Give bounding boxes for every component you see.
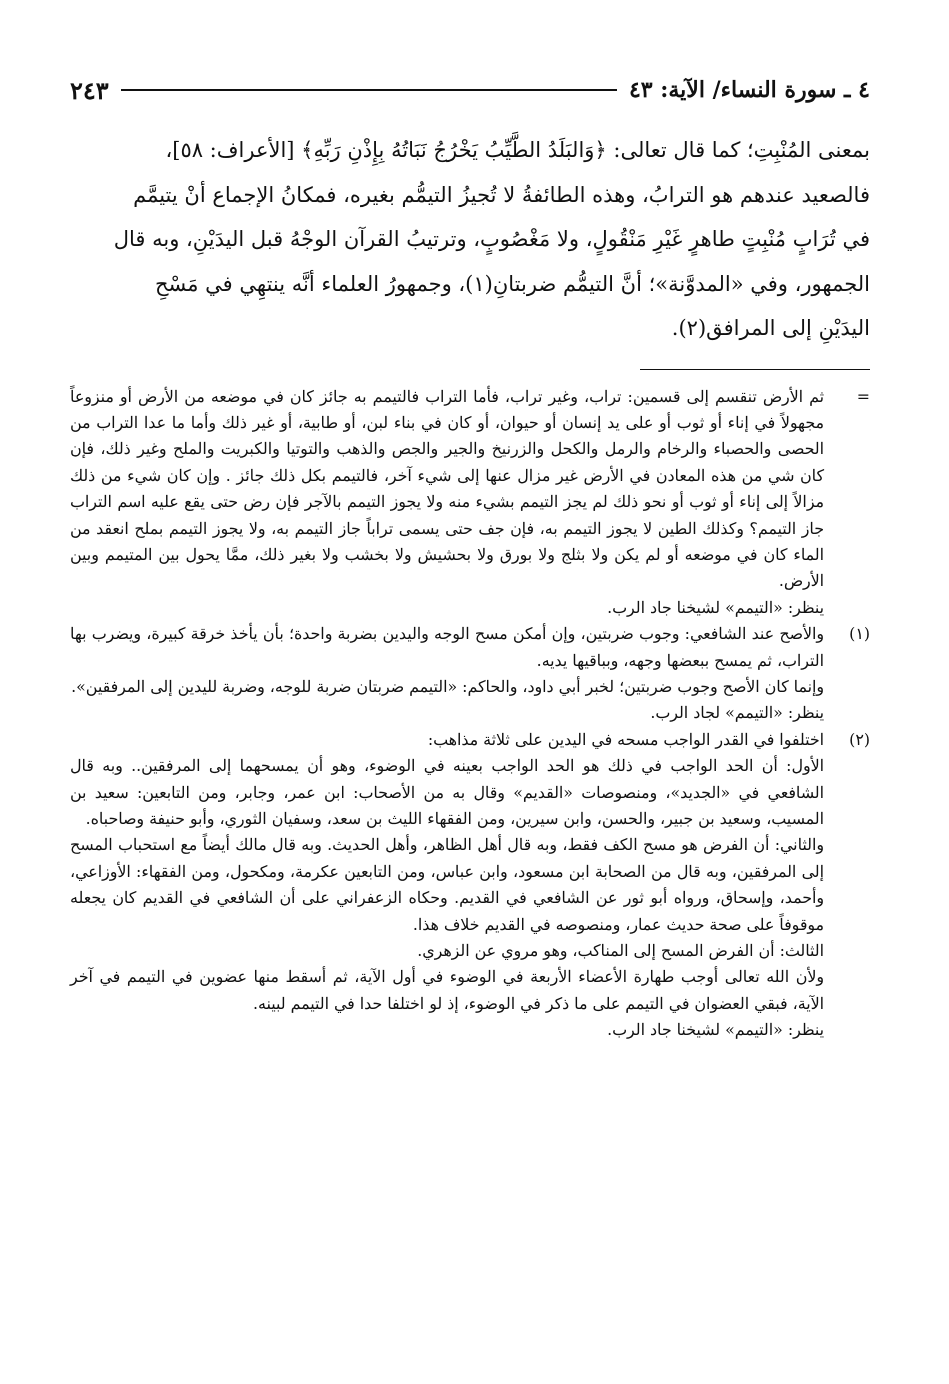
footnote-1 [70, 621, 870, 727]
page-number: ٢٤٣ [70, 75, 109, 105]
page [70, 70, 870, 1044]
footnote-continued [70, 384, 870, 622]
footnote-paragraph: ثم الأرض تنقسم إلى قسمين: تراب، وغير تراب، فأما التراب فالتيمم به جائز كان في موضعه من الأرض أو منزوعاً مجهولاً في إناء أو ثوب أو على يد إنسان أو حيوان، أو كان في بناء لبن، أو طابية، أو غير ذلك وأما ما عدا التراب من الحصى والحصباء والرخام والرمل والكحل والزرنيخ والجير والجص والذهب والتوتيا والكبريت والملح وغير ذلك، فإن كان شي من هذه المعادن في الأرض غير مزال عنها إلى شيء آخر، فالتيمم بكل ذلك جائز . وإن كان شيء من ذلك مزالاً إلى إناء أو ثوب أو نحو ذلك لم يجز التيمم بشيء منه ولا يجوز التيمم بالآجر فإن رض حتى يقع عليه اسم التراب جاز التيمم؟ وكذلك الطين لا يجوز التيمم به، فإن جف حتى يسمى تراباً جاز التيمم به، ولا يجوز التيمم بملح انعقد من الماء كان في موضعه أو لم يكن ولا بثلج ولا بورق ولا بحشيش ولا بخشب ولا بغير ذلك، ممَّا يحول بين المتيمم وبين الأرض. [70, 386, 824, 591]
footnote-paragraph: والأصح عند الشافعي: وجوب ضربتين، وإن أمكن مسح الوجه واليدين بضربة واحدة؛ بأن يأخذ خرقة كبيرة، ويضرب بها التراب، ثم يمسح ببعضها وجهه، وبباقيها يديه. [70, 624, 824, 670]
footnote-paragraph: والثاني: أن الفرض هو مسح الكف فقط، وبه قال أهل الظاهر، وأهل الحديث. وبه قال مالك أيضاً مع استحباب المسح إلى المرفقين، وبه قال من الصحابة ابن مسعود، وابن عباس، ومن التابعين عكرمة، ومكحول، ومن الفقهاء: الأوزاعي، وأحمد، وإسحاق، ورواه أبو ثور عن الشافعي في القديم. وحكاه الزعفراني على أن الشافعي في القديم كان يجعله موقوفاً على صحة حديث عمار، ومنصوصه في القديم خلاف هذا. [70, 835, 824, 934]
main-line: في تُرَابٍ مُنْبِتٍ طاهرٍ غَيْرِ مَنْقُولٍ، ولا مَغْصُوبٍ، وترتيبُ القرآن الوجْهُ قبل اليدَيْنِ، وبه قال [113, 227, 870, 251]
main-line: بمعنى المُنْبِتِ؛ كما قال تعالى: ﴿وَالبَلَدُ الطَّيِّبُ يَخْرُجُ نَبَاتُهُ بِإِذْنِ رَبِّهِ﴾ [الأعراف: ٥٨]، [165, 138, 870, 162]
footnote-paragraph: ولأن الله تعالى أوجب طهارة الأعضاء الأربعة في الوضوء في أول الآية، ثم أسقط منها عضوين في التيمم في آخر الآية، فبقي العضوان في التيمم على ما ذكر في الوضوء، إذ لو اختلفا حدا في التيمم لبينه. [70, 967, 824, 1013]
footnote-paragraph: ينظر: «التيمم» لجاد الرب. [650, 703, 824, 723]
main-line: اليدَيْنِ إلى المرافق(٢). [671, 316, 870, 340]
footnote-paragraph: وإنما كان الأصح وجوب ضربتين؛ لخبر أبي داود، والحاكم: «التيمم ضربتان ضربة للوجه، وضربة لليدين إلى المرفقين». [71, 676, 824, 696]
main-line: الجمهور، وفي «المدوَّنة»؛ أنَّ التيمُّم ضربتانِ(١)، وجمهورُ العلماء أنَّه ينتهِي في مَسْحِ [154, 271, 870, 296]
footnote-paragraph: اختلفوا في القدر الواجب مسحه في اليدين على ثلاثة مذاهب: [427, 729, 824, 749]
running-header [70, 70, 870, 110]
main-line: فالصعيد عندهم هو الترابُ، وهذه الطائفةُ لا تُجيزُ التيمُّم بغيره، فمكانُ الإجماع أنْ يتيمَّم [133, 182, 870, 207]
footnote-mark: = [856, 386, 870, 406]
footnote-paragraph: الثالث: أن الفرض المسح إلى المناكب، وهو مروي عن الزهري. [417, 941, 824, 961]
footnote-paragraph: ينظر: «التيمم» لشيخنا جاد الرب. [607, 1020, 824, 1040]
footnote-paragraph: ينظر: «التيمم» لشيخنا جاد الرب. [607, 597, 824, 617]
footnote-mark: (١) [849, 624, 870, 644]
header-rule [121, 89, 617, 91]
chapter-title: ٤ ـ سورة النساء/ الآية: ٤٣ [628, 77, 870, 103]
main-text [70, 128, 870, 351]
footnotes [70, 384, 870, 1044]
footnote-2 [70, 727, 870, 1044]
footnote-separator [640, 369, 870, 370]
footnote-mark: (٢) [849, 729, 870, 749]
footnote-paragraph: الأول: أن الحد الواجب في ذلك هو الحد الواجب بعينه في الوضوء، وهو أن يمسحهما إلى المرفقين.. وبه قال الشافعي في «الجديد»، ومنصوصات «القديم» وقال به من الأصحاب: ابن عمر، وجابر، ومن التابعين: سعيد بن المسيب، وسعيد بن جبير، والحسن، وابن سيرين، ومن الفقهاء الليث بن سعد، وسفيان الثوري، وأبو حنيفة وصاحباه. [70, 756, 824, 828]
